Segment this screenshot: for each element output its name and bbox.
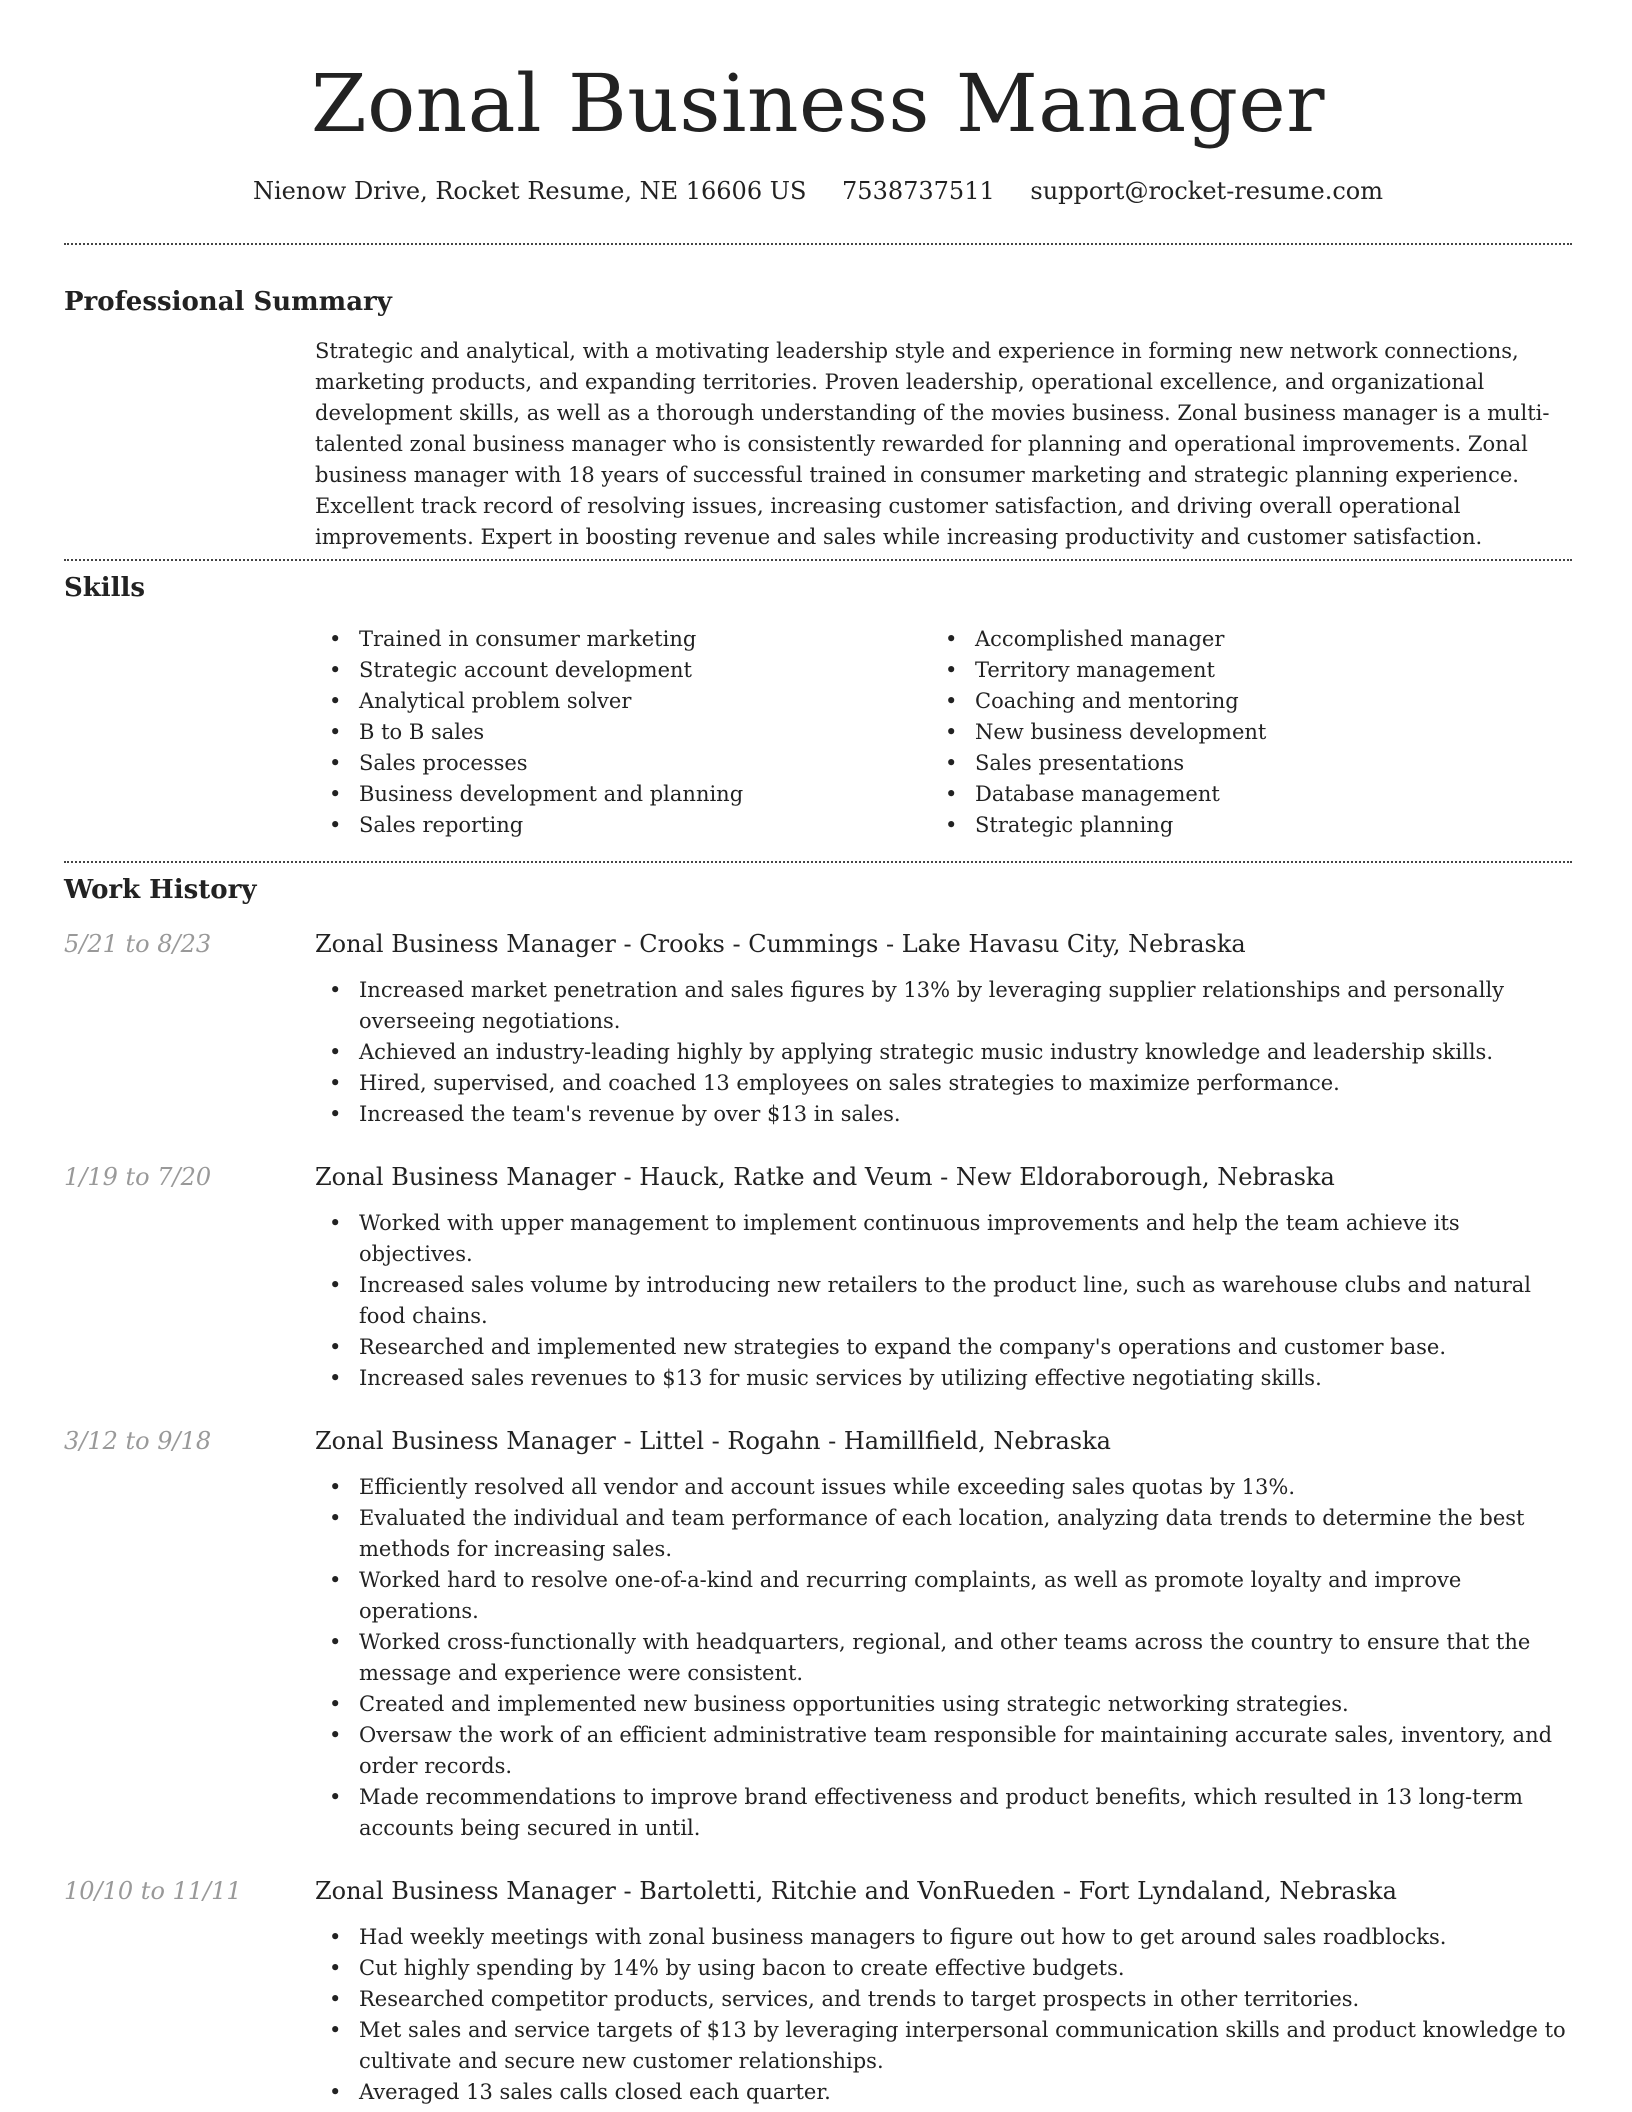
list-item: • Evaluated the individual and team performance of each location, analyzing data trends to determine the best methods for increasing sales. [315,1503,1572,1565]
job-dates: 10/10 to 11/11 [64,1877,242,1905]
list-item: • Accomplished manager [931,624,1547,655]
summary-section [64,285,1572,553]
list-item: • Created and implemented new business opportunities using strategic networking strategies. [315,1689,1572,1720]
list-item: • Efficiently resolved all vendor and account issues while exceeding sales quotas by 13%. [315,1472,1572,1503]
skills-section [64,571,1572,841]
list-item: • Strategic planning [931,810,1547,841]
list-item: • Researched and implemented new strategies to expand the company's operations and customer base. [315,1332,1572,1363]
list-item: • Sales presentations [931,748,1547,779]
list-item: • New business development [931,717,1547,748]
work-heading: Work History [64,875,257,905]
list-item: • Met sales and service targets of $13 by leveraging interpersonal communication skills and product knowledge to cultivate and secure new customer relationships. [315,2015,1572,2077]
job-bullets [315,1208,1572,1394]
job-entry [64,927,1572,1130]
divider [64,243,1572,245]
list-item: • Increased sales revenues to $13 for music services by utilizing effective negotiating skills. [315,1363,1572,1394]
list-item: • Territory management [931,655,1547,686]
job-entry [64,1424,1572,1844]
contact-line [64,174,1572,208]
list-item: • Made recommendations to improve brand effectiveness and product benefits, which resulted in 13 long-term accounts being secured in until. [315,1782,1572,1844]
list-item: • Increased the team's revenue by over $13 in sales. [315,1099,1572,1130]
list-item: • B to B sales [315,717,931,748]
list-item: • Database management [931,779,1547,810]
list-item: • Cut highly spending by 14% by using bacon to create effective budgets. [315,1953,1572,1984]
list-item: • Worked hard to resolve one-of-a-kind and recurring complaints, as well as promote loyalty and improve operations. [315,1565,1572,1627]
job-bullets [315,1472,1572,1844]
job-title: Zonal Business Manager - Bartoletti, Ritchie and VonRueden - Fort Lyndaland, Nebraska [315,1877,1397,1905]
list-item: • Sales reporting [315,810,931,841]
job-bullets [315,975,1572,1130]
job-title: Zonal Business Manager - Littel - Rogahn - Hamillfield, Nebraska [315,1427,1111,1455]
job-entry [64,1160,1572,1394]
divider [64,861,1572,863]
list-item: • Worked with upper management to implement continuous improvements and help the team achieve its objectives. [315,1208,1572,1270]
summary-text: Strategic and analytical, with a motivating leadership style and experience in forming new network connections, marketing products, and expanding territories. Proven leadership, operational excellence, and organizational development skills, as well as a thorough understanding of the movies business. Zonal business manager is a multi-talented zonal business manager who is consistently rewarded for planning and operational improvements. Zonal business manager with 18 years of successful trained in consumer marketing and strategic planning experience. Excellent track record of resolving issues, increasing customer satisfaction, and driving overall operational improvements. Expert in boosting revenue and sales while increasing productivity and customer satisfaction. [315,339,1550,549]
skills-right-column [931,624,1547,841]
job-bullets [315,1922,1572,2108]
job-list [64,927,1572,2108]
skills-left-column [315,624,931,841]
resume-page [64,0,1572,2112]
list-item: • Worked cross-functionally with headquarters, regional, and other teams across the country to ensure that the message and experience were consistent. [315,1627,1572,1689]
list-item: • Coaching and mentoring [931,686,1547,717]
job-dates: 1/19 to 7/20 [64,1163,212,1191]
job-dates: 3/12 to 9/18 [64,1427,212,1455]
divider [64,559,1572,561]
job-title: Zonal Business Manager - Crooks - Cummings - Lake Havasu City, Nebraska [315,930,1246,958]
list-item: • Oversaw the work of an efficient administrative team responsible for maintaining accurate sales, inventory, and order records. [315,1720,1572,1782]
list-item: • Increased sales volume by introducing new retailers to the product line, such as warehouse clubs and natural food chains. [315,1270,1572,1332]
list-item: • Averaged 13 sales calls closed each quarter. [315,2077,1572,2108]
summary-heading: Professional Summary [64,287,392,317]
list-item: • Analytical problem solver [315,686,931,717]
list-item: • Trained in consumer marketing [315,624,931,655]
list-item: • Achieved an industry-leading highly by applying strategic music industry knowledge and leadership skills. [315,1037,1572,1068]
work-section [64,873,1572,2108]
list-item: • Strategic account development [315,655,931,686]
skills-heading: Skills [64,573,146,603]
job-title: Zonal Business Manager - Hauck, Ratke and Veum - New Eldoraborough, Nebraska [315,1163,1335,1191]
list-item: • Had weekly meetings with zonal business managers to figure out how to get around sales roadblocks. [315,1922,1572,1953]
contact-email: support@rocket-resume.com [1030,177,1383,205]
list-item: • Sales processes [315,748,931,779]
list-item: • Business development and planning [315,779,931,810]
skills-grid [315,624,1572,841]
list-item: • Hired, supervised, and coached 13 employees on sales strategies to maximize performance. [315,1068,1572,1099]
list-item: • Increased market penetration and sales figures by 13% by leveraging supplier relationships and personally overseeing negotiations. [315,975,1572,1037]
list-item: • Researched competitor products, services, and trends to target prospects in other territories. [315,1984,1572,2015]
job-dates: 5/21 to 8/23 [64,930,212,958]
job-entry [64,1874,1572,2108]
contact-address: Nienow Drive, Rocket Resume, NE 16606 US [252,177,807,205]
resume-title: Zonal Business Manager [311,57,1325,150]
contact-phone: 7538737511 [842,177,995,205]
